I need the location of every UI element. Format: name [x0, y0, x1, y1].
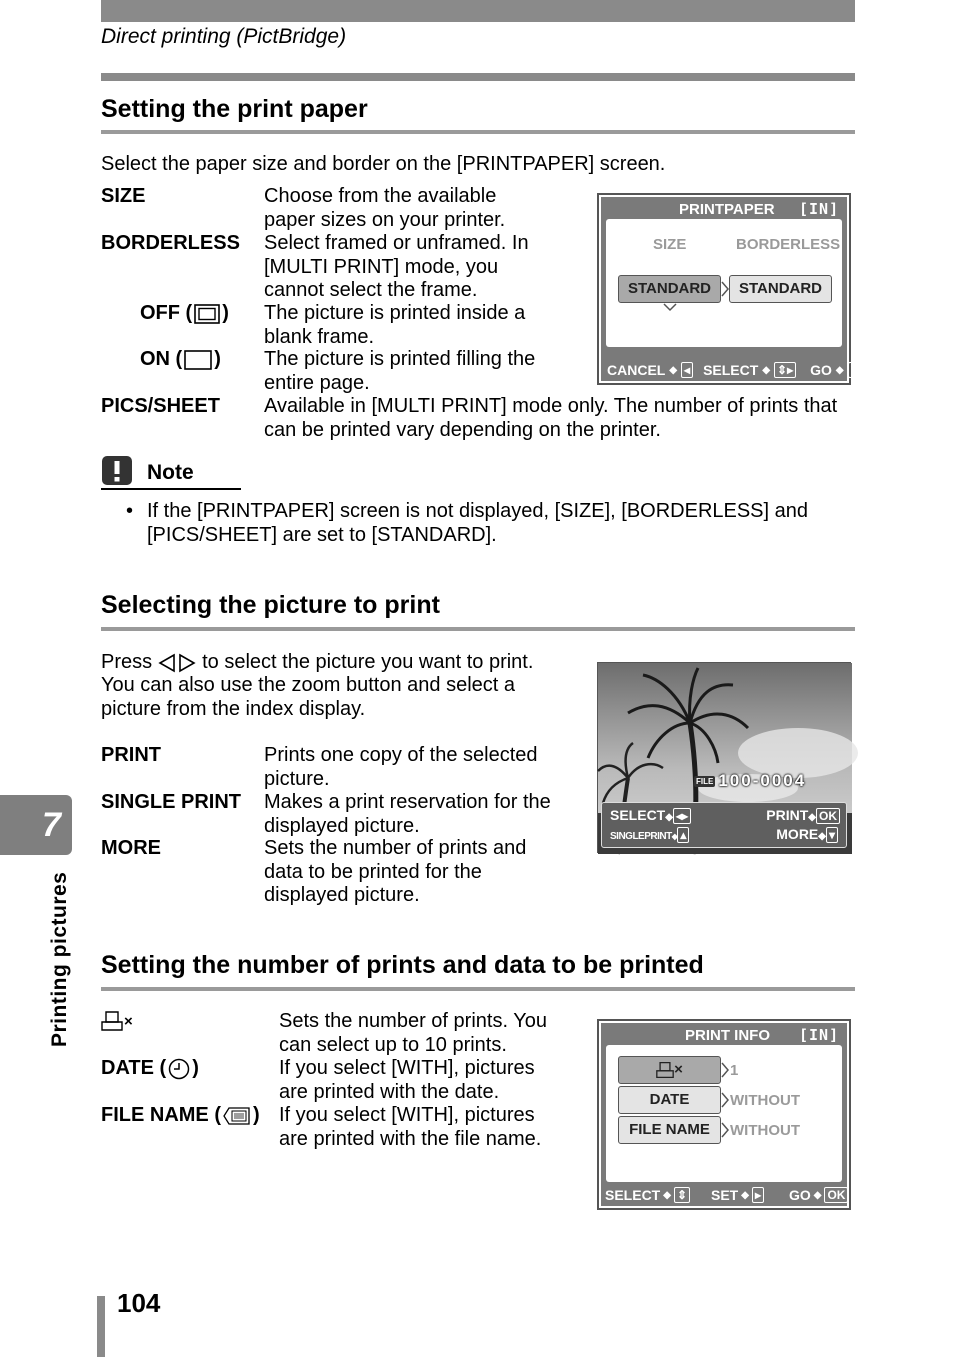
screen-title: PRINT INFO: [685, 1027, 770, 1044]
term-borderless: BORDERLESS: [101, 232, 240, 254]
file-number-readout: FILE 100-0004: [696, 771, 807, 790]
term-size: SIZE: [101, 185, 146, 207]
print-icon: [101, 1010, 123, 1032]
section-heading-select-picture: Selecting the picture to print: [101, 591, 440, 619]
left-right-key-icon: ◂▸: [673, 808, 691, 824]
screen-title-bar: [601, 1023, 847, 1045]
press-line: Press to select the picture you want to print.: [101, 651, 534, 673]
go-hint: GO: [788, 1187, 811, 1203]
screen-title: PRINTPAPER: [679, 201, 775, 218]
desc-print: Prints one copy of the selected picture.: [264, 744, 538, 790]
header-rule: [101, 73, 855, 81]
print-hint[interactable]: PRINT◆ OK: [766, 807, 840, 824]
term-on: ON ( ): [140, 348, 221, 370]
print-icon: [656, 1061, 674, 1079]
desc-more: Sets the number of prints and data to be printed for the displayed picture.: [264, 837, 527, 906]
set-hint: SET: [711, 1187, 739, 1203]
page-number-bar: [97, 1296, 105, 1357]
select-hint: SELECT: [605, 1187, 661, 1203]
memory-indicator: [IN]: [799, 1026, 840, 1044]
file-name-option[interactable]: FILE NAME: [618, 1116, 721, 1144]
file-icon: [222, 1105, 252, 1127]
more-hint[interactable]: MORE◆ ▾: [776, 826, 838, 843]
desc-size: Choose from the available paper sizes on your printer.: [264, 185, 506, 231]
singleprint-hint[interactable]: SINGLEPRINT◆ ▴: [610, 827, 689, 843]
screen-body: [606, 1045, 842, 1182]
note-rule: [101, 488, 241, 490]
copies-value: 1: [730, 1062, 739, 1079]
note-text: If the [PRINTPAPER] screen is not displayed, [SIZE], [BORDERLESS] and [PICS/SHEET] are set to [STANDARD].: [147, 500, 809, 546]
term-more: MORE: [101, 837, 161, 859]
term-date: DATE ( ): [101, 1057, 199, 1079]
note-label: Note: [147, 461, 194, 484]
print-info-screen: [597, 1019, 851, 1210]
section-rule: [101, 130, 855, 134]
column-borderless: BORDERLESS: [736, 236, 841, 253]
select-hint: SELECT: [703, 362, 759, 378]
chapter-number: 7: [42, 806, 61, 844]
file-name-value: WITHOUT: [730, 1122, 800, 1139]
photo-screen: [597, 662, 851, 853]
select-hint: SELECT◆ ◂▸: [610, 807, 691, 824]
ok-key-icon: OK: [848, 362, 872, 378]
desc-pics-sheet: Available in [MULTI PRINT] mode only. The number of prints that can be printed vary depending on the printer.: [264, 395, 838, 441]
file-icon: FILE: [696, 776, 714, 786]
playback-menu: [601, 802, 847, 848]
go-hint: GO: [810, 362, 832, 378]
memory-indicator: [IN]: [799, 200, 840, 218]
printpaper-screen: [597, 193, 869, 385]
copies-option[interactable]: ×: [618, 1056, 721, 1084]
desc-off: The picture is printed inside a blank frame.: [264, 302, 526, 348]
arrow-right-icon: [721, 281, 729, 297]
desc-copies: Sets the number of prints. You can select up to 10 prints.: [279, 1010, 547, 1056]
term-pics-sheet: PICS/SHEET: [101, 395, 220, 417]
arrow-right-icon: [721, 1122, 729, 1138]
chapter-tab: [0, 795, 72, 855]
date-value: WITHOUT: [730, 1092, 800, 1109]
left-right-arrows-icon: [157, 653, 197, 673]
press-text: You can also use the zoom button and select a picture from the index display.: [101, 674, 515, 720]
down-key-icon: ▾: [826, 827, 838, 843]
screen-title-bar: [601, 197, 847, 219]
term-copies: ×: [101, 1010, 133, 1032]
arrow-right-icon: [721, 1062, 729, 1078]
desc-date: If you select [WITH], pictures are printed with the date.: [279, 1057, 535, 1103]
term-print: PRINT: [101, 744, 161, 766]
section-heading-print-paper: Setting the print paper: [101, 95, 368, 123]
term-single-print: SINGLE PRINT: [101, 791, 242, 813]
up-down-right-key-icon: ⇕▸: [774, 362, 796, 378]
borderless-icon: [184, 350, 212, 370]
header-bar: [101, 0, 855, 22]
ok-key-icon: OK: [816, 808, 840, 824]
desc-file-name: If you select [WITH], pictures are printed with the file name.: [279, 1104, 542, 1150]
arrow-right-icon: [721, 1092, 729, 1108]
left-key-icon: ◂: [681, 362, 693, 378]
chevron-down-icon: [663, 303, 677, 311]
section-heading-prints-data: Setting the number of prints and data to be printed: [101, 951, 704, 979]
intro-text: Select the paper size and border on the [PRINTPAPER] screen.: [101, 153, 666, 175]
warning-icon: [101, 456, 133, 486]
column-size: SIZE: [653, 236, 687, 253]
clock-icon: [168, 1058, 190, 1080]
bracket-frame-icon: [194, 304, 220, 324]
page-number: 104: [117, 1288, 161, 1318]
screen-body: [606, 219, 842, 347]
borderless-option[interactable]: STANDARD: [729, 275, 832, 303]
size-option[interactable]: STANDARD: [618, 275, 721, 303]
desc-borderless: Select framed or unframed. In [MULTI PRINT] mode, you cannot select the frame.: [264, 232, 529, 301]
desc-single-print: Makes a print reservation for the displayed picture.: [264, 791, 551, 837]
section-rule: [101, 627, 855, 631]
desc-on: The picture is printed filling the entire page.: [264, 348, 536, 394]
term-file-name: FILE NAME ( ): [101, 1104, 260, 1126]
term-off: OFF ( ): [140, 302, 229, 324]
up-down-key-icon: ⇕: [674, 1187, 690, 1203]
note-bullet: •: [126, 500, 134, 522]
ok-key-icon: OK: [824, 1187, 848, 1203]
right-key-icon: ▸: [752, 1187, 764, 1203]
chapter-title: Printing pictures: [48, 871, 71, 1047]
running-head: Direct printing (PictBridge): [101, 25, 347, 48]
section-rule: [101, 987, 855, 991]
date-option[interactable]: DATE: [618, 1086, 721, 1114]
up-key-icon: ▴: [677, 827, 689, 843]
screen-footer: SELECT ◆ ⇕ SET ◆ ▸ GO ◆ OK: [601, 1184, 847, 1206]
cancel-hint: CANCEL: [607, 362, 666, 378]
screen-footer: CANCEL ◆ ◂ SELECT ◆ ⇕▸ GO ◆ OK: [601, 359, 847, 381]
